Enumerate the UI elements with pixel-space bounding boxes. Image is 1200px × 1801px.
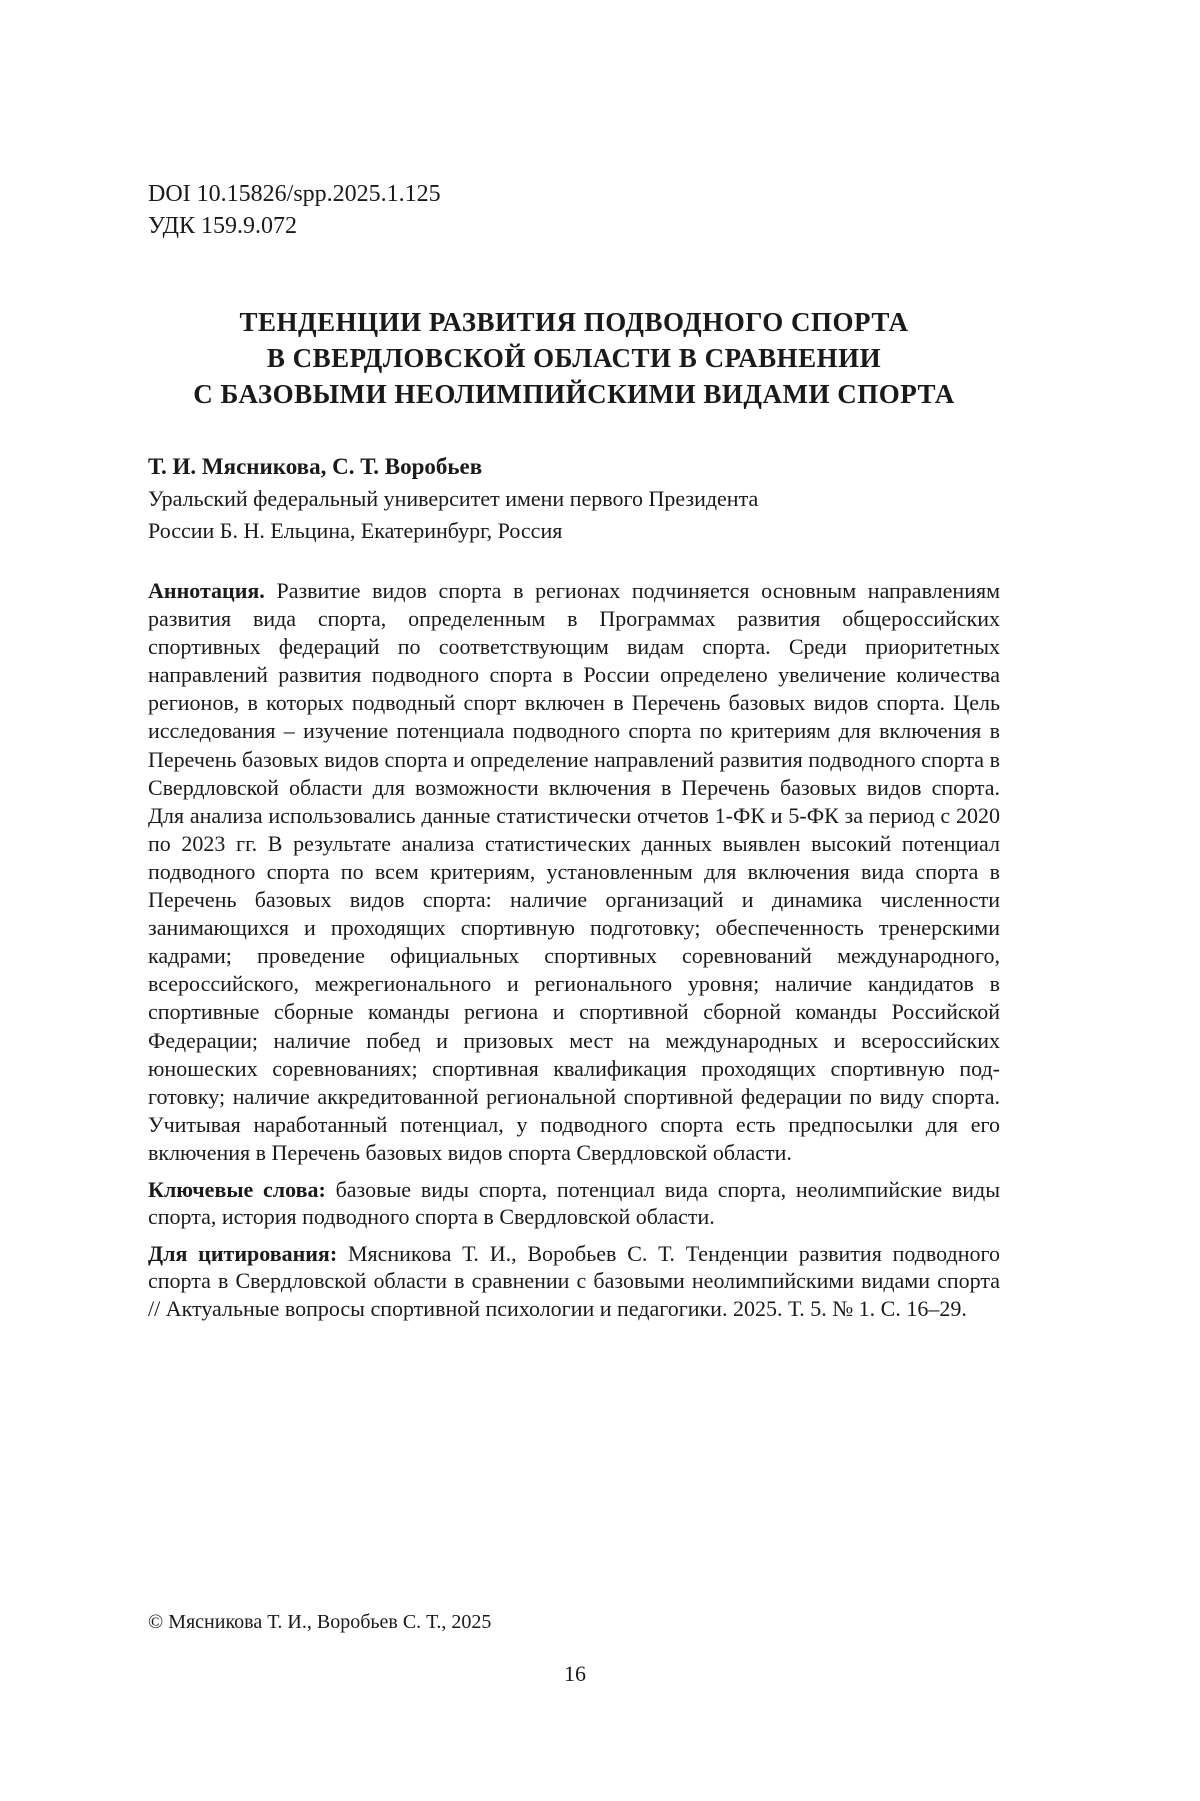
copyright: © Мясникова Т. И., Воробьев С. Т., 2025 — [148, 1608, 491, 1636]
citation — [148, 1240, 1000, 1323]
title-line: С БАЗОВЫМИ НЕОЛИМПИЙСКИМИ ВИДАМИ СПОРТА — [148, 376, 1000, 412]
page-number: 16 — [0, 1660, 1150, 1688]
authors: Т. И. Мясникова, С. Т. Воробьев — [148, 451, 1000, 483]
doi: DOI 10.15826/spp.2025.1.125 — [148, 178, 1000, 210]
keywords — [148, 1176, 1000, 1231]
abstract-text: Развитие видов спорта в регионах подчиняется основным направлениям развития вида спорта, определенным в Программах разви­тия общероссийских спортивных федераций по соответствующим видам спорта. Среди приоритетных направлений развития подводного спорта в России определено увеличение количества регионов, в которых подво­дный спорт включен в Перечень базовых видов спорта. Цель исследова­ния – изучение потенциала подводного спорта по критериям для включе­ния в Перечень базовых видов спорта и определение направлений развития подводного спорта в Свердловской области для возможности включения в Перечень базовых видов спорта. Для анализа использовались данные ста­тистически отчетов 1-ФК и 5-ФК за период с 2020 по 2023 гг. В результате анализа статистических данных выявлен высокий потенциал подводного спорта по всем критериям, установленным для включения вида спорта в Перечень базовых видов спорта: наличие организаций и динамика чис­ленности занимающихся и проходящих спортивную подготовку; обеспе­ченность тренерскими кадрами; проведение официальных спортивных соревнований международного, всероссийского, межрегионального и ре­гионального уровня; наличие кандидатов в спортивные сборные команды региона и спортивной сборной команды Российской Федерации; наличие побед и призовых мест на международных и всероссийских юношеских соревнованиях; спортивная квалификация проходящих спортивную под­готовку; наличие аккредитованной региональной спортивной федерации по виду спорта. Учитывая наработанный потенциал, у подводного спорта есть предпосылки для его включения в Перечень базовых видов спорта Свердловской области. — [148, 578, 1000, 1165]
abstract — [148, 577, 1000, 1167]
abstract-label: Аннотация. — [148, 578, 265, 603]
udk: УДК 159.9.072 — [148, 210, 1000, 242]
citation-label: Для цитирования: — [148, 1241, 337, 1266]
article-title — [148, 304, 1000, 412]
article-first-page — [148, 178, 1000, 1322]
affiliation-line: Уральский федеральный университет имени первого Президента — [148, 483, 1000, 515]
citation-text: Мясникова Т. И., Воробьев С. Т. Тенденции развития под­водного спорта в Свердловской области в сравнении с базовыми неолимпий­скими видами спорта // Актуальные вопросы спортивной психологии и педа­гогики. 2025. Т. 5. № 1. С. 16–29. — [148, 1241, 1000, 1321]
title-line: В СВЕРДЛОВСКОЙ ОБЛАСТИ В СРАВНЕНИИ — [148, 340, 1000, 376]
keywords-text: базовые виды спорта, потенциал вида спорта, неолимпий­ские виды спорта, история подводного спорта в Свердловской области. — [148, 1177, 1000, 1230]
affiliation-line: России Б. Н. Ельцина, Екатеринбург, Россия — [148, 515, 1000, 547]
keywords-label: Ключевые слова: — [148, 1177, 326, 1202]
title-line: ТЕНДЕНЦИИ РАЗВИТИЯ ПОДВОДНОГО СПОРТА — [148, 304, 1000, 340]
